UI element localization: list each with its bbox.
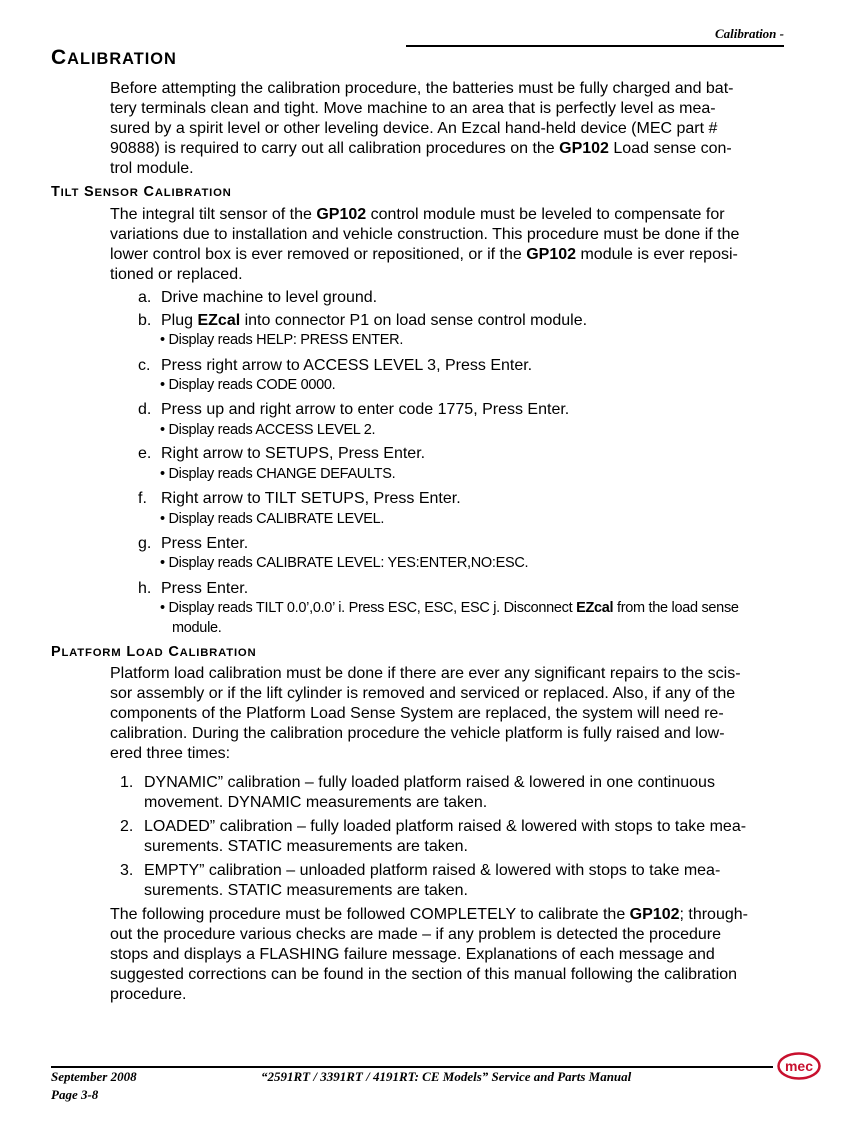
step-f — [138, 489, 461, 509]
footer-manual-title: “2591RT / 3391RT / 4191RT: CE Models” Service and Parts Manual — [261, 1069, 632, 1084]
intro-line: sured by a spirit level or other leveling device. An Ezcal hand-held device (MEC part # — [110, 120, 718, 137]
step-label: d. — [138, 401, 152, 418]
step-note: • Display reads CODE 0000. — [160, 377, 336, 393]
step-note: • Display reads CHANGE DEFAULTS. — [160, 466, 396, 482]
closing-line: out the procedure various checks are made – if any problem is detected the procedure — [110, 926, 722, 943]
header-rule — [406, 45, 784, 47]
platform-heading: PLATFORM LOAD CALIBRATION — [51, 644, 257, 660]
item-line: movement. DYNAMIC measurements are taken. — [144, 794, 488, 811]
step-text: Press right arrow to ACCESS LEVEL 3, Press Enter. — [161, 357, 533, 374]
footer-page-number: Page 3-8 — [51, 1087, 99, 1102]
closing-paragraph — [110, 905, 780, 1005]
step-note: • Display reads CALIBRATE LEVEL. — [160, 511, 385, 527]
closing-line: procedure. — [110, 986, 187, 1003]
tilt-line: variations due to installation and vehicle construction. This procedure must be done if the — [110, 226, 740, 243]
item-line: DYNAMIC” calibration – fully loaded platform raised & lowered in one continuous — [144, 774, 715, 791]
item-label: 3. — [120, 862, 134, 879]
step-text: Plug EZcal into connector P1 on load sense control module. — [161, 312, 588, 329]
step-h — [138, 579, 248, 599]
tilt-line: tioned or replaced. — [110, 266, 243, 283]
step-d — [138, 400, 569, 420]
running-header: Calibration - — [715, 26, 784, 41]
list-item — [120, 773, 780, 813]
intro-line: trol module. — [110, 160, 194, 177]
platform-line: components of the Platform Load Sense System are replaced, the system will need re- — [110, 705, 724, 722]
platform-line: ered three times: — [110, 745, 231, 762]
item-line: surements. STATIC measurements are taken. — [144, 838, 468, 855]
closing-line: stops and displays a FLASHING failure message. Explanations of each message and — [110, 946, 715, 963]
platform-line: calibration. During the calibration procedure the vehicle platform is fully raised and low- — [110, 725, 725, 742]
step-label: g. — [138, 535, 152, 552]
list-item — [120, 817, 780, 857]
step-note: • Display reads TILT 0.0’,0.0’ i. Press ESC, ESC, ESC j. Disconnect EZcal from the load sense — [160, 600, 739, 616]
step-label: h. — [138, 580, 152, 597]
step-label: e. — [138, 445, 152, 462]
step-text: Right arrow to TILT SETUPS, Press Enter. — [161, 490, 461, 507]
step-label: a. — [138, 289, 152, 306]
step-note: • Display reads HELP: PRESS ENTER. — [160, 332, 404, 348]
item-label: 2. — [120, 818, 134, 835]
step-label: c. — [138, 357, 151, 374]
closing-line: suggested corrections can be found in the section of this manual following the calibration — [110, 966, 738, 983]
item-line: EMPTY” calibration – unloaded platform raised & lowered with stops to take mea- — [144, 862, 721, 879]
step-label: b. — [138, 312, 152, 329]
tilt-line: The integral tilt sensor of the GP102 control module must be leveled to compensate for — [110, 206, 725, 223]
intro-line: tery terminals clean and tight. Move machine to an area that is perfectly level as mea- — [110, 100, 716, 117]
step-label: f. — [138, 490, 147, 507]
page-title: CALIBRATION — [51, 46, 177, 69]
step-note: • Display reads ACCESS LEVEL 2. — [160, 422, 376, 438]
item-label: 1. — [120, 774, 134, 791]
step-text: Press Enter. — [161, 535, 249, 552]
closing-line: The following procedure must be followed COMPLETELY to calibrate the GP102; through- — [110, 906, 748, 923]
list-item — [120, 861, 780, 901]
tilt-paragraph — [110, 205, 780, 285]
step-note: • Display reads CALIBRATE LEVEL: YES:ENTER,NO:ESC. — [160, 555, 529, 571]
intro-line: 90888) is required to carry out all calibration procedures on the GP102 Load sense con- — [110, 140, 732, 157]
step-e — [138, 444, 425, 464]
platform-line: Platform load calibration must be done if there are ever any significant repairs to the scis- — [110, 665, 741, 682]
step-text: Right arrow to SETUPS, Press Enter. — [161, 445, 426, 462]
footer-rule — [51, 1066, 773, 1068]
step-g — [138, 534, 248, 554]
item-line: surements. STATIC measurements are taken. — [144, 882, 468, 899]
intro-line: Before attempting the calibration procedure, the batteries must be fully charged and bat- — [110, 80, 734, 97]
step-c — [138, 356, 532, 376]
step-note-continued: module. — [172, 620, 222, 636]
step-text: Press up and right arrow to enter code 1775, Press Enter. — [161, 401, 570, 418]
intro-paragraph — [110, 79, 780, 179]
item-line: LOADED” calibration – fully loaded platform raised & lowered with stops to take mea- — [144, 818, 747, 835]
tilt-heading: TILT SENSOR CALIBRATION — [51, 184, 232, 200]
step-b — [138, 311, 587, 331]
step-text: Drive machine to level ground. — [161, 289, 378, 306]
logo-text: mec — [784, 1058, 814, 1074]
step-text: Press Enter. — [161, 580, 249, 597]
platform-paragraph — [110, 664, 780, 764]
footer-date: September 2008 — [51, 1069, 137, 1084]
platform-line: sor assembly or if the lift cylinder is removed and serviced or replaced. Also, if any of the — [110, 685, 736, 702]
step-a — [138, 288, 377, 308]
mec-logo-icon — [777, 1052, 821, 1080]
tilt-line: lower control box is ever removed or repositioned, or if the GP102 module is ever reposi- — [110, 246, 738, 263]
